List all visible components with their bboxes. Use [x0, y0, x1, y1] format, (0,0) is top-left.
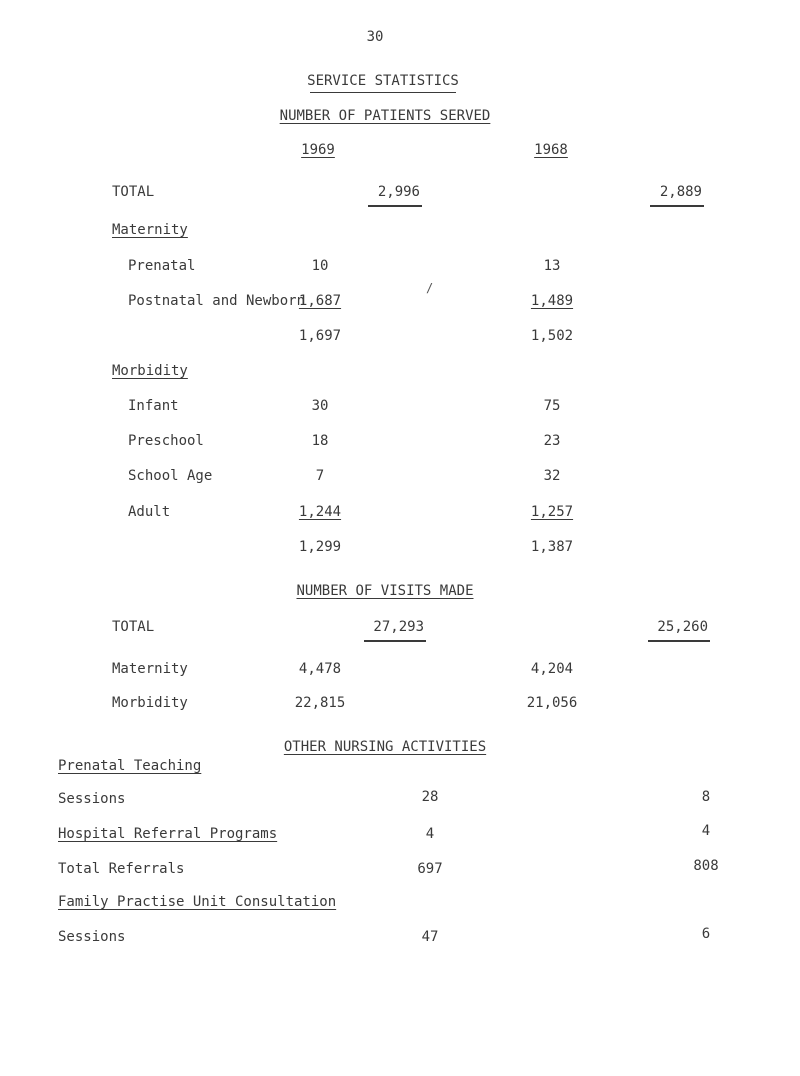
- visits-total-1969-rule: [364, 640, 426, 642]
- prenatal-1969: 10: [311, 258, 329, 274]
- maternity-label: Maternity: [112, 222, 188, 238]
- preschool-1968: 23: [543, 433, 561, 449]
- maternity-subtotal-1969: 1,697: [298, 328, 342, 344]
- visits-made-heading: NUMBER OF VISITS MADE: [296, 583, 474, 599]
- patients-total-label: TOTAL: [112, 184, 155, 200]
- hospital-referral-1969: 4: [425, 826, 435, 842]
- total-referrals-1969: 697: [417, 861, 443, 877]
- sessions-label: Sessions: [58, 791, 126, 807]
- year-1969-header: 1969: [301, 142, 335, 158]
- year-1968-header: 1968: [534, 142, 568, 158]
- total-1969-rule: [368, 205, 422, 207]
- total-1968-rule: [650, 205, 704, 207]
- preschool-1969: 18: [311, 433, 329, 449]
- school-age-1969: 7: [315, 468, 325, 484]
- other-activities-heading: OTHER NURSING ACTIVITIES: [283, 739, 487, 755]
- patients-served-heading: NUMBER OF PATIENTS SERVED: [279, 108, 491, 124]
- visits-total-1969: 27,293: [373, 619, 424, 635]
- postnatal-1968: 1,489: [530, 293, 574, 309]
- family-practise-label: Family Practise Unit Consultation: [58, 894, 337, 910]
- visits-total-1968-rule: [648, 640, 710, 642]
- visits-morbidity-label: Morbidity: [112, 695, 188, 711]
- prenatal-label: Prenatal: [128, 258, 196, 274]
- prenatal-1968: 13: [543, 258, 561, 274]
- sessions-1968: 8: [701, 789, 711, 805]
- maternity-subtotal-1968: 1,502: [530, 328, 574, 344]
- morbidity-subtotal-1968: 1,387: [530, 539, 574, 555]
- fp-sessions-1968: 6: [701, 926, 711, 942]
- fp-sessions-label: Sessions: [58, 929, 126, 945]
- stray-mark: /: [426, 281, 434, 295]
- postnatal-label: Postnatal and Newborn: [128, 293, 306, 309]
- patients-total-1969: 2,996: [377, 184, 420, 200]
- infant-1968: 75: [543, 398, 561, 414]
- hospital-referral-label: Hospital Referral Programs: [58, 826, 278, 842]
- sessions-1969: 28: [421, 789, 439, 805]
- total-referrals-1968: 808: [693, 858, 719, 874]
- title-underline: [310, 92, 456, 93]
- adult-label: Adult: [128, 504, 171, 520]
- morbidity-subtotal-1969: 1,299: [298, 539, 342, 555]
- school-age-label: School Age: [128, 468, 213, 484]
- visits-maternity-label: Maternity: [112, 661, 188, 677]
- fp-sessions-1969: 47: [421, 929, 439, 945]
- postnatal-1969: 1,687: [298, 293, 342, 309]
- visits-maternity-1968: 4,204: [530, 661, 574, 677]
- visits-total-label: TOTAL: [112, 619, 155, 635]
- adult-1968: 1,257: [530, 504, 574, 520]
- patients-total-1968: 2,889: [659, 184, 702, 200]
- visits-morbidity-1969: 22,815: [294, 695, 346, 711]
- infant-1969: 30: [311, 398, 329, 414]
- hospital-referral-1968: 4: [701, 823, 711, 839]
- visits-morbidity-1968: 21,056: [526, 695, 578, 711]
- preschool-label: Preschool: [128, 433, 204, 449]
- visits-maternity-1969: 4,478: [298, 661, 342, 677]
- prenatal-teaching-label: Prenatal Teaching: [58, 758, 202, 774]
- infant-label: Infant: [128, 398, 179, 414]
- page-number: 30: [366, 29, 384, 45]
- total-referrals-label: Total Referrals: [58, 861, 185, 877]
- adult-1969: 1,244: [298, 504, 342, 520]
- page-title: SERVICE STATISTICS: [307, 73, 459, 89]
- school-age-1968: 32: [543, 468, 561, 484]
- visits-total-1968: 25,260: [657, 619, 708, 635]
- morbidity-label: Morbidity: [112, 363, 188, 379]
